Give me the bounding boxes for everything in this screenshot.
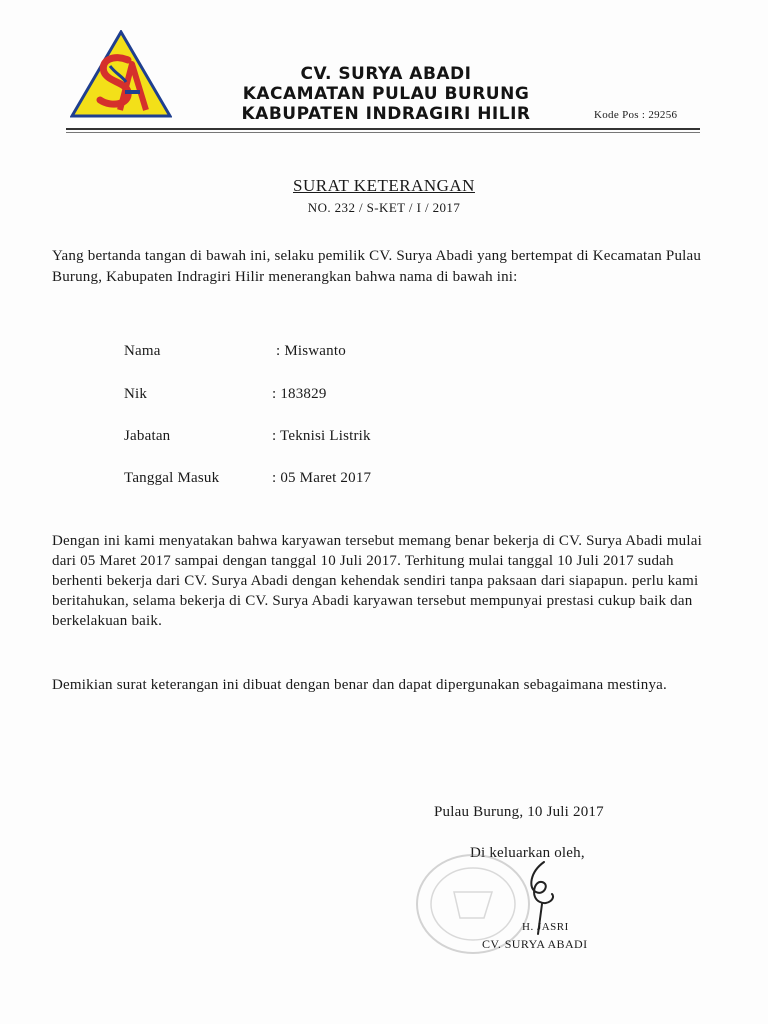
letter-title: SURAT KETERANGAN xyxy=(293,176,475,195)
field-row-jabatan xyxy=(124,428,371,445)
company-district: KACAMATAN PULAU BURUNG xyxy=(242,84,530,104)
body-paragraph: Dengan ini kami menyatakan bahwa karyawan tersebut memang benar bekerja di CV. Surya Abadi mulai dari 05 Maret 2017 sampai dengan tanggal 10 Juli 2017. Terhitung mulai tanggal 10 Juli 2017 sudah berhenti bekerja dari CV. Surya Abadi dengan kehendak sendiri tanpa paksaan dari siapapun. perlu kami beritahukan, selama bekerja di CV. Surya Abadi karyawan tersebut mempunyai prestasi cukup baik dan berkelakuan baik. xyxy=(52,533,702,629)
field-value: : Teknisi Listrik xyxy=(272,428,371,444)
signer-name: H. JASRI xyxy=(522,921,569,933)
letter-number: NO. 232 / S-KET / I / 2017 xyxy=(307,200,461,215)
closing-paragraph: Demikian surat keterangan ini dibuat dengan benar dan dapat dipergunakan sebagaimana mestinya. xyxy=(52,677,667,693)
field-row-nik xyxy=(124,386,327,403)
intro-paragraph: Yang bertanda tangan di bawah ini, selaku pemilik CV. Surya Abadi yang bertempat di Kecamatan Pulau Burung, Kabupaten Indragiri Hilir menerangkan bahwa nama di bawah ini: xyxy=(52,248,702,285)
header-divider xyxy=(66,128,700,130)
field-value: : Miswanto xyxy=(276,343,346,359)
postcode: Kode Pos : 29256 xyxy=(594,109,678,121)
issued-by: Di keluarkan oleh, xyxy=(470,845,585,861)
company-header xyxy=(196,64,576,124)
signer-company: CV. SURYA ABADI xyxy=(482,937,588,951)
company-name: CV. SURYA ABADI xyxy=(300,64,472,84)
header-divider-thin xyxy=(66,132,700,133)
field-value: : 05 Maret 2017 xyxy=(272,470,372,486)
field-label: Nama xyxy=(124,343,161,359)
company-logo-icon xyxy=(70,30,172,118)
field-label: Jabatan xyxy=(124,428,171,444)
field-label: Nik xyxy=(124,386,148,402)
field-row-tanggal-masuk xyxy=(124,470,371,487)
place-date: Pulau Burung, 10 Juli 2017 xyxy=(434,804,604,820)
company-regency: KABUPATEN INDRAGIRI HILIR xyxy=(241,104,531,124)
field-row-nama xyxy=(124,343,346,360)
field-value: : 183829 xyxy=(272,386,327,402)
field-label: Tanggal Masuk xyxy=(124,470,220,486)
